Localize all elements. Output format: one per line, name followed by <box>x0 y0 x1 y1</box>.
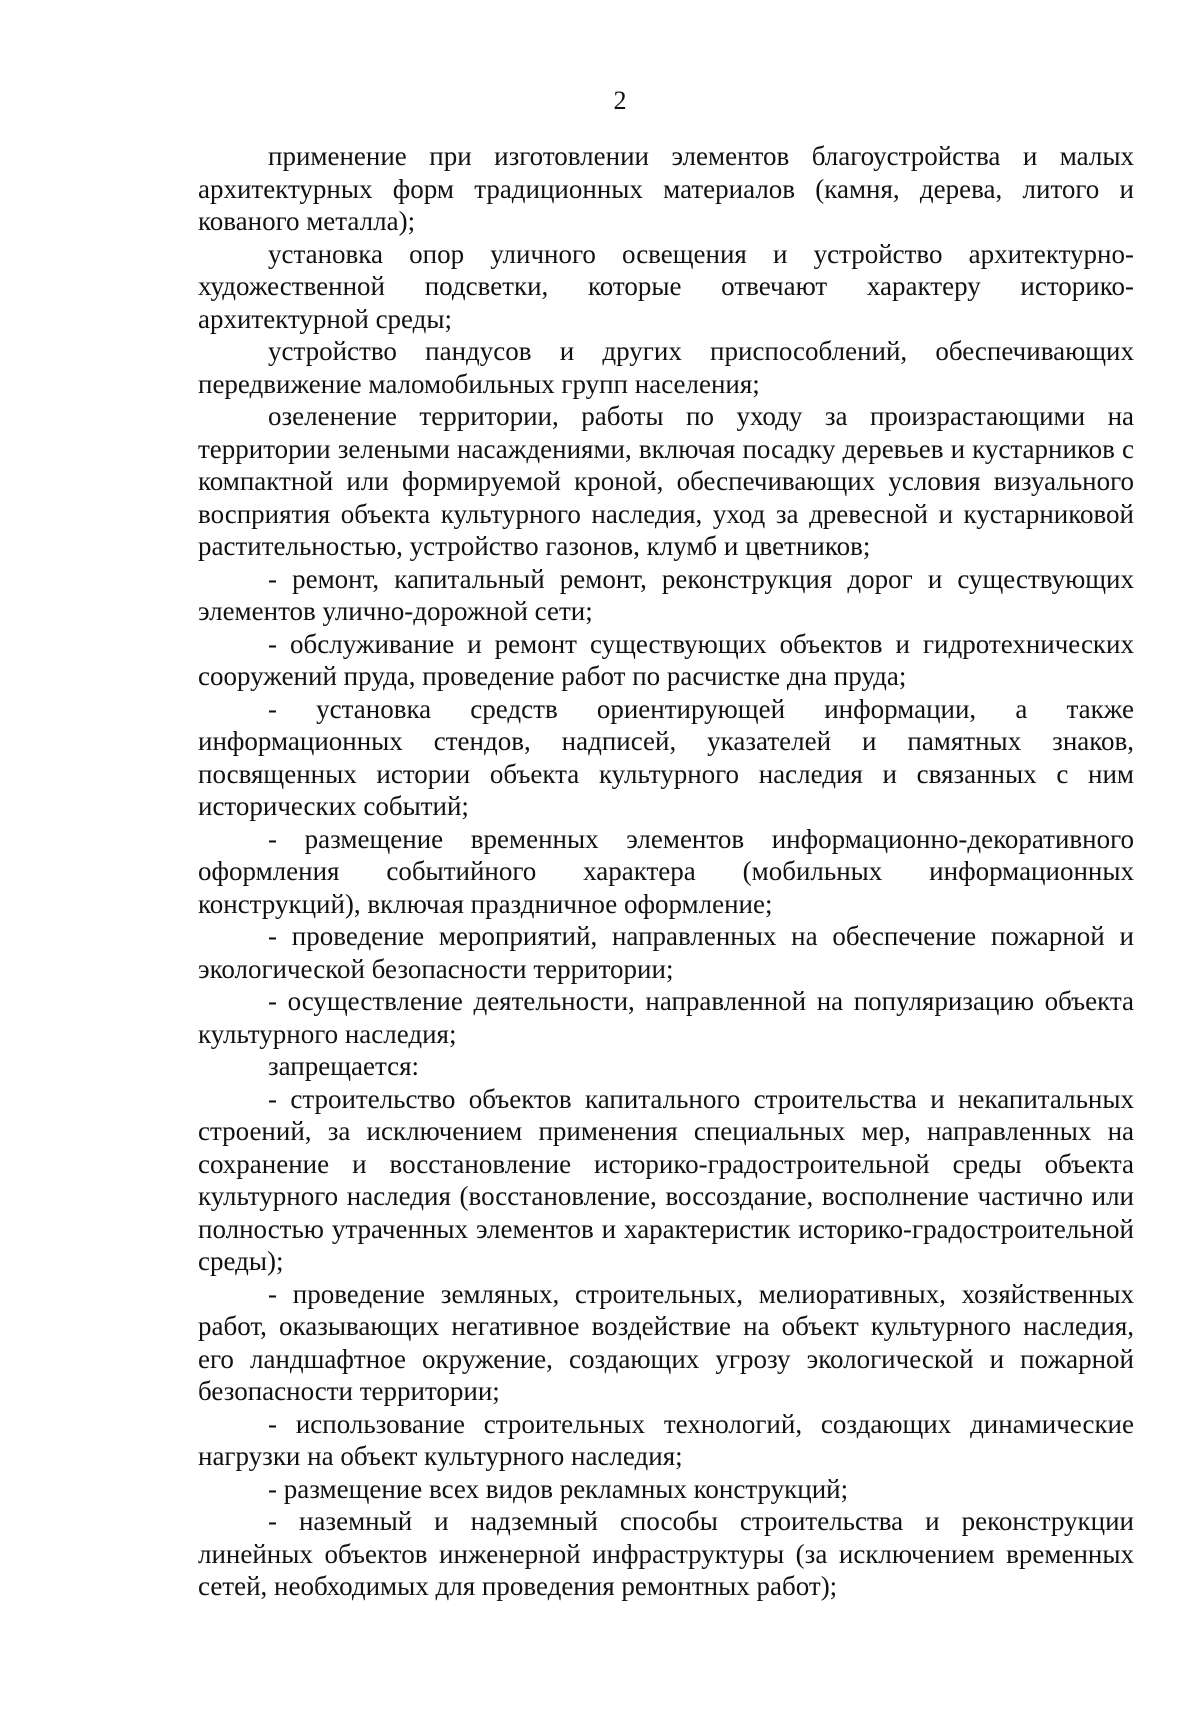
paragraph: - размещение всех видов рекламных конструкций; <box>268 1473 849 1504</box>
paragraph: - осуществление деятельности, направленной на популяризацию объекта культурного наследия; <box>198 986 1134 1049</box>
paragraph: - проведение мероприятий, направленных на обеспечение пожарной и экологической безопасности территории; <box>198 921 1134 984</box>
paragraph: озеленение территории, работы по уходу за произрастающими на территории зелеными насаждениями, включая посадку деревьев и кустарников с компактной или формируемой кроной, обеспечивающих условия визуального восприятия объекта культурного наследия, уход за древесной и кустарниковой растительностью, устройство газонов, клумб и цветников; <box>198 401 1134 561</box>
paragraph: - строительство объектов капитального строительства и некапитальных строений, за исключением применения специальных мер, направленных на сохранение и восстановление историко-градостроительной среды объекта культурного наследия (восстановление, воссоздание, восполнение частично или полностью утраченных элементов и характеристик историко-градостроительной среды); <box>198 1083 1134 1276</box>
paragraph: - проведение земляных, строительных, мелиоративных, хозяйственных работ, оказывающих негативное воздействие на объект культурного наследия, его ландшафтное окружение, создающих угрозу экологической и пожарной безопасности территории; <box>198 1278 1134 1406</box>
paragraph: - наземный и надземный способы строительства и реконструкции линейных объектов инженерной инфраструктуры (за исключением временных сетей, необходимых для проведения ремонтных работ); <box>198 1506 1134 1601</box>
paragraph: устройство пандусов и других приспособлений, обеспечивающих передвижение маломобильных групп населения; <box>198 336 1134 399</box>
paragraph: - использование строительных технологий, создающих динамические нагрузки на объект культурного наследия; <box>198 1408 1134 1471</box>
paragraph: - обслуживание и ремонт существующих объектов и гидротехнических сооружений пруда, проведение работ по расчистке дна пруда; <box>198 628 1134 691</box>
document-body <box>198 140 1134 1603</box>
paragraph: - размещение временных элементов информационно-декоративного оформления событийного характера (мобильных информационных конструкций), включая праздничное оформление; <box>198 823 1134 919</box>
paragraph: применение при изготовлении элементов благоустройства и малых архитектурных форм традиционных материалов (камня, дерева, литого и кованого металла); <box>198 141 1134 236</box>
paragraph: - установка средств ориентирующей информации, а также информационных стендов, надписей, указателей и памятных знаков, посвященных истории объекта культурного наследия и связанных с ним исторических событий; <box>198 693 1134 821</box>
paragraph: запрещается: <box>268 1051 420 1081</box>
paragraph: установка опор уличного освещения и устройство архитектурно-художественной подсветки, которые отвечают характеру историко-архитектурной среды; <box>198 238 1134 334</box>
paragraph: - ремонт, капитальный ремонт, реконструкция дорог и существующих элементов улично-дорожной сети; <box>198 563 1134 626</box>
page-number: 2 <box>613 86 627 115</box>
